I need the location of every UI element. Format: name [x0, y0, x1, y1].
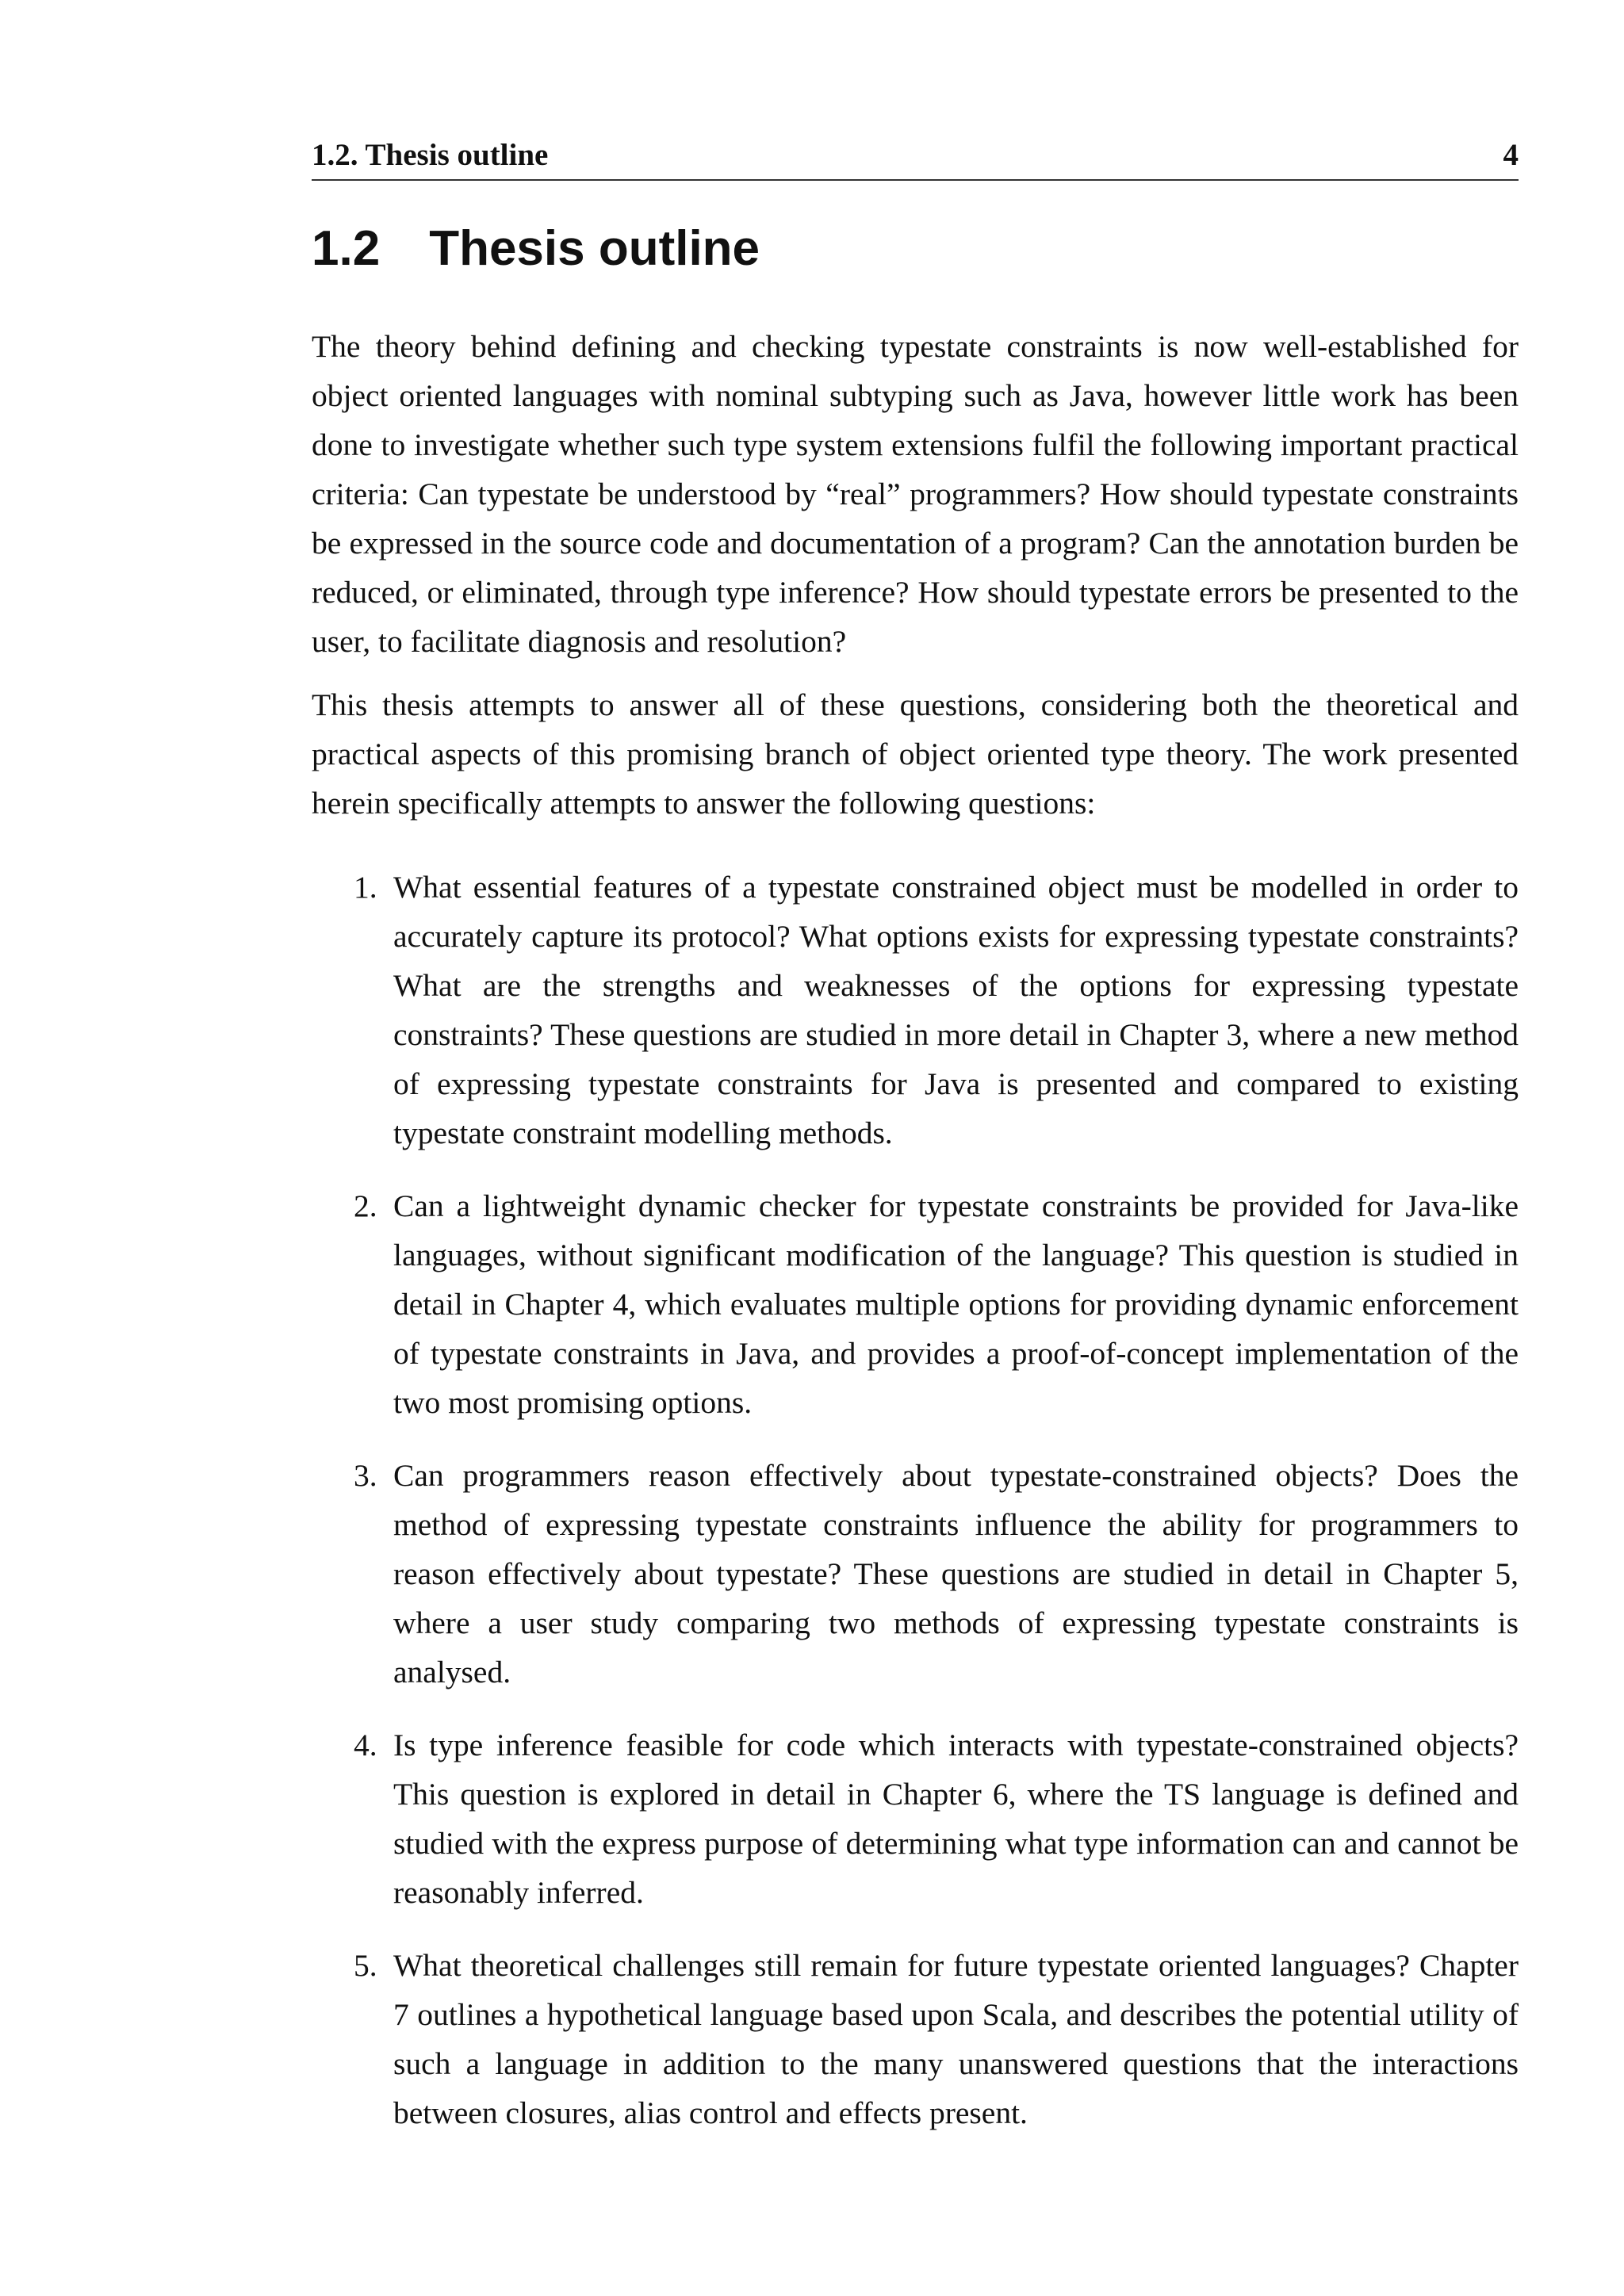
list-item-number: 2. [354, 1188, 377, 1223]
list-item-number: 4. [354, 1728, 377, 1762]
section-title: Thesis outline [429, 221, 760, 276]
list-item [312, 1720, 1519, 1917]
list-item-number: 1. [354, 870, 377, 905]
section-heading [312, 220, 1519, 277]
list-item-text: What theoretical challenges still remain for future typestate oriented languages? Chapter 7 outlines a hypothetical language based upon Scala, and describes the potential utility of such a language in addition to the many unanswered questions that the interactions between closures, alias control and effects present. [393, 1948, 1519, 2130]
list-item-text: Is type inference feasible for code which interacts with typestate-constrained objects? This question is explored in detail in Chapter 6, where the TS language is defined and studied with the express purpose of determining what type information can and cannot be reasonably inferred. [393, 1728, 1519, 1910]
intro-paragraph: The theory behind defining and checking typestate constraints is now well-established for object oriented languages with nominal subtyping such as Java, however little work has been done to investigate whether such type system extensions fulfil the following important practical criteria: Can typestate be understood by “real” programmers? How should typestate constraints be expressed in the source code and documentation of a program? Can the annotation burden be reduced, or eliminated, through type inference? How should typestate errors be presented to the user, to facilitate diagnosis and resolution? [312, 329, 1519, 659]
running-header [312, 136, 1519, 181]
question-list [312, 863, 1519, 2137]
list-item-number: 3. [354, 1458, 377, 1493]
page [312, 136, 1519, 2161]
list-item-text: Can a lightweight dynamic checker for typestate constraints be provided for Java-like languages, without significant modification of the language? This question is studied in detail in Chapter 4, which evaluates multiple options for providing dynamic enforcement of typestate constraints in Java, and provides a proof-of-concept implementation of the two most promising options. [393, 1188, 1519, 1420]
running-header-section: 1.2. Thesis outline [312, 138, 549, 172]
aims-paragraph: This thesis attempts to answer all of these questions, considering both the theoretical and practical aspects of this promising branch of object oriented type theory. The work presented herein specifically attempts to answer the following questions: [312, 687, 1519, 821]
list-item-number: 5. [354, 1948, 377, 1983]
list-item [312, 863, 1519, 1158]
list-item [312, 1181, 1519, 1427]
page-number: 4 [1503, 138, 1519, 172]
section-number: 1.2 [312, 221, 381, 276]
list-item [312, 1941, 1519, 2137]
list-item-text: Can programmers reason effectively about typestate-constrained objects? Does the method of expressing typestate constraints influence the ability for programmers to reason effectively about typestate? These questions are studied in detail in Chapter 5, where a user study comparing two methods of expressing typestate constraints is analysed. [393, 1458, 1519, 1689]
list-item [312, 1451, 1519, 1697]
body-text [312, 322, 1519, 828]
list-item-text: What essential features of a typestate constrained object must be modelled in order to accurately capture its protocol? What options exists for expressing typestate constraints? What are the strengths and weaknesses of the options for expressing typestate constraints? These questions are studied in more detail in Chapter 3, where a new method of expressing typestate constraints for Java is presented and compared to existing typestate constraint modelling methods. [393, 870, 1519, 1150]
